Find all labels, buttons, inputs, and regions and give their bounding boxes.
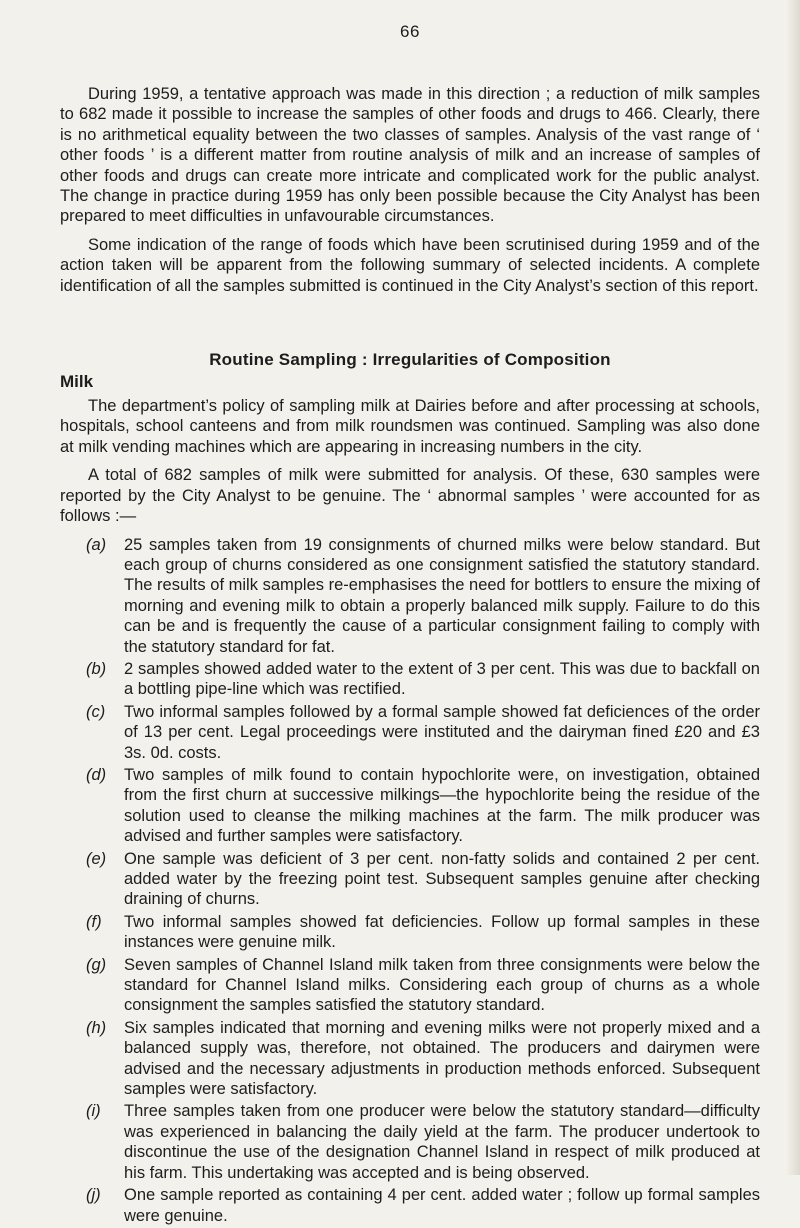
item-label: (h) (86, 1018, 107, 1037)
list-item (60, 1185, 760, 1226)
document-page (60, 22, 760, 1228)
item-label: (j) (86, 1186, 101, 1205)
item-text: Seven samples of Channel Island milk taken from three consignments were below the standard for Channel Island milks. Considering each group of churns as a whole consignment the samples satisfied the statutory standard. (124, 955, 760, 1015)
item-label: (i) (86, 1102, 101, 1121)
list-item (60, 1018, 760, 1100)
section-heading: Routine Sampling : Irregularities of Composition (209, 350, 611, 370)
list-item (60, 1101, 760, 1183)
item-text: Two informal samples followed by a formal sample showed fat deficiences of the order of 13 per cent. Legal proceedings were instituted and the dairyman fined £20 and £3 3s. 0d. costs. (124, 702, 760, 762)
intro-paragraph-2: Some indication of the range of foods which have been scrutinised during 1959 and of the action taken will be apparent from the following summary of selected incidents. A complete identification of all the samples submitted is continued in the City Analyst’s section of this report. (60, 235, 760, 295)
list-item (60, 765, 760, 847)
list-item (60, 849, 760, 910)
item-label: (b) (86, 659, 107, 678)
list-item (60, 912, 760, 953)
item-label: (d) (86, 765, 107, 784)
scan-edge-shadow (786, 0, 800, 1175)
item-text: Two informal samples showed fat deficiencies. Follow up formal samples in these instances were genuine milk. (124, 912, 760, 952)
item-text: One sample was deficient of 3 per cent. non-fatty solids and contained 2 per cent. added water by the freezing point test. Subsequent samples genuine after checking draining of churns. (124, 849, 760, 909)
intro-paragraph-1: During 1959, a tentative approach was made in this direction ; a reduction of milk samples to 682 made it possible to increase the samples of other foods and drugs to 466. Clearly, there is no arithmetical equality between the two classes of samples. Analysis of the vast range of ‘ other foods ’ is a different matter from routine analysis of milk and an increase of samples of other foods and drugs can create more intricate and complicated work for the public analyst. The change in practice during 1959 has only been possible because the City Analyst has been prepared to meet difficulties in unfavourable circumstances. (60, 85, 760, 226)
item-label: (e) (86, 849, 107, 868)
item-text: 2 samples showed added water to the extent of 3 per cent. This was due to backfall on a bottling pipe-line which was rectified. (124, 659, 760, 699)
item-text: One sample reported as containing 4 per cent. added water ; follow up formal samples were genuine. (124, 1186, 760, 1225)
milk-paragraph-2: A total of 682 samples of milk were submitted for analysis. Of these, 630 samples were reported by the City Analyst to be genuine. The ‘ abnormal samples ’ were accounted for as follows :— (60, 466, 760, 526)
item-label: (c) (86, 702, 106, 721)
item-label: (a) (86, 535, 107, 554)
sub-heading-milk: Milk (60, 372, 94, 392)
list-item (60, 702, 760, 763)
item-label: (g) (86, 955, 107, 974)
list-item (60, 955, 760, 1016)
item-label: (f) (86, 912, 102, 931)
page-number: 66 (400, 22, 420, 41)
item-text: 25 samples taken from 19 consignments of churned milks were below standard. But each group of churns considered as one consignment satisfied the statutory standard. The results of milk samples re-emphasises the need for bottlers to ensure the mixing of morning and evening milk to obtain a properly balanced milk supply. Failure to do this can be and is frequently the cause of a particular consignment failing to comply with the statutory standard for fat. (124, 535, 760, 656)
list-item (60, 535, 760, 657)
milk-paragraph-1: The department’s policy of sampling milk at Dairies before and after processing at schools, hospitals, school canteens and from milk roundsmen was continued. Sampling was also done at milk vending machines which are appearing in increasing numbers in the city. (60, 397, 760, 456)
item-text: Three samples taken from one producer were below the statutory standard—difficulty was experienced in balancing the daily yield at the farm. The producer undertook to discontinue the use of the designation Channel Island in respect of milk produced at his farm. This undertaking was accepted and is being observed. (124, 1102, 760, 1182)
list-item (60, 659, 760, 700)
abnormal-samples-list (60, 535, 760, 1226)
item-text: Six samples indicated that morning and evening milks were not properly mixed and a balanced supply was, therefore, not obtained. The producers and dairymen were advised and the necessary adjustments in production methods enforced. Subsequent samples were satisfactory. (124, 1018, 760, 1099)
item-text: Two samples of milk found to contain hypochlorite were, on investigation, obtained from the first churn at successive milkings—the hypochlorite being the residue of the solution used to cleanse the milking machines at the farm. The milk producer was advised and further samples were satisfactory. (124, 765, 760, 846)
